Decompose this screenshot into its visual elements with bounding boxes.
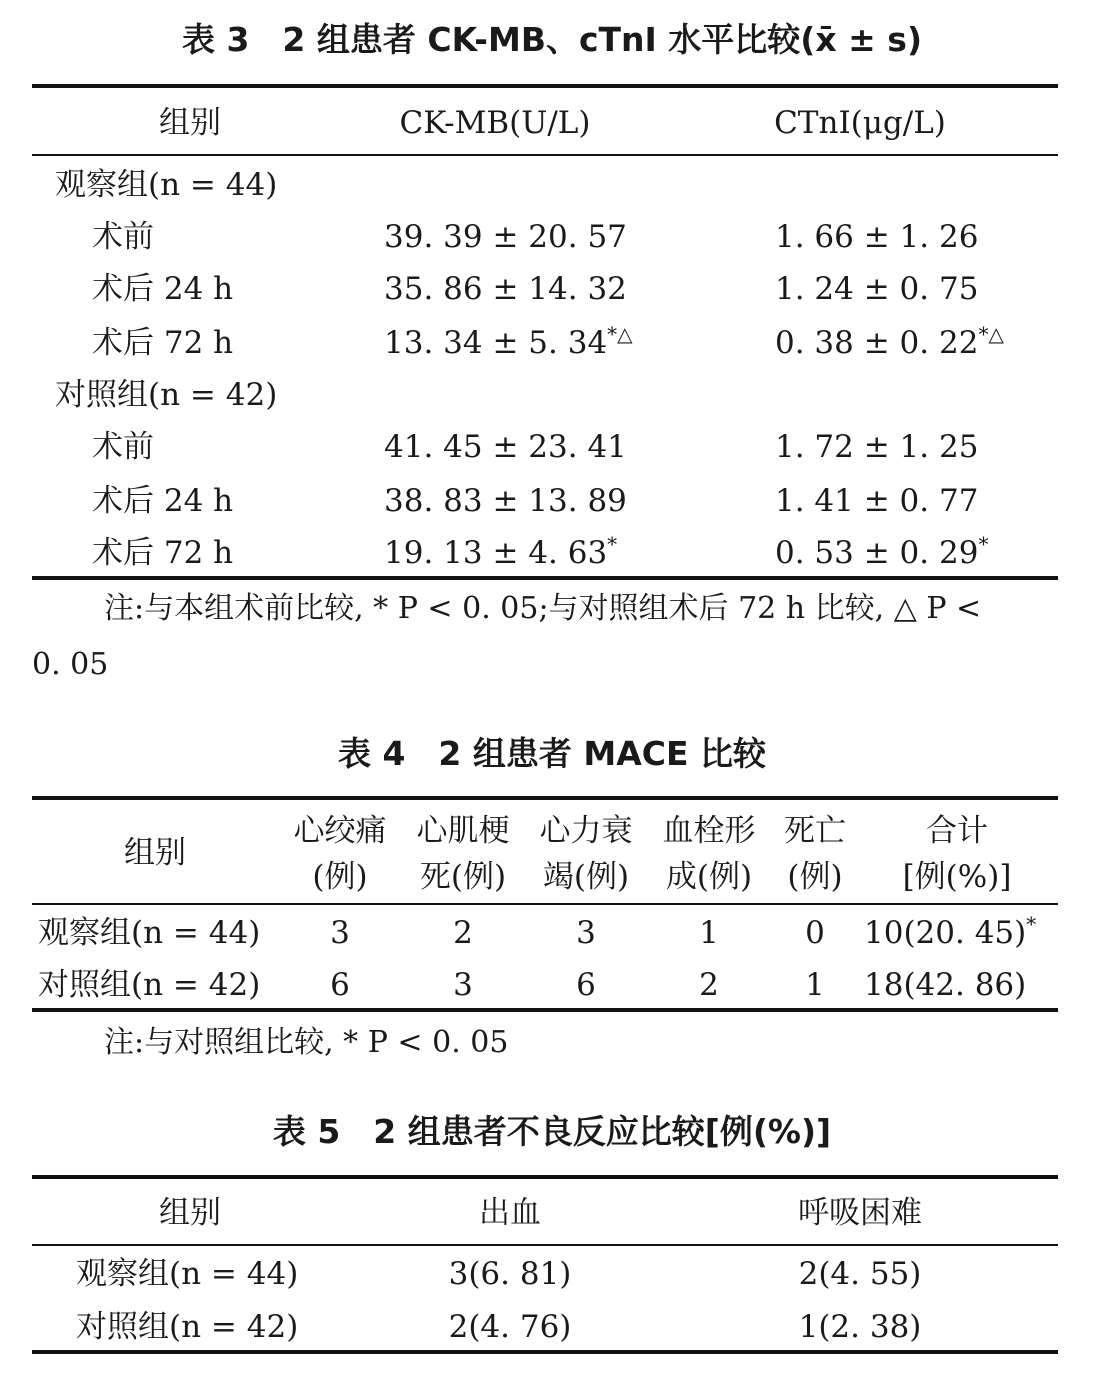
table3-row-label: 术后 24 h xyxy=(92,271,234,307)
table3-row-label: 术前 xyxy=(92,429,154,465)
table4-header: 死亡 xyxy=(784,813,846,849)
table4-header: 竭(例) xyxy=(542,859,630,895)
table4-cell: 3 xyxy=(576,915,596,951)
table3-ctni-value xyxy=(775,534,988,572)
value: 0. 53 ± 0. 29 xyxy=(775,535,979,571)
table4-cell: 3 xyxy=(330,915,350,951)
value: 39. 39 ± 20. 57 xyxy=(384,219,627,255)
value: 1. 66 ± 1. 26 xyxy=(775,219,979,255)
sig-mark: *△ xyxy=(607,322,633,346)
value: 18(42. 86) xyxy=(864,967,1027,1003)
table3-header-rule xyxy=(32,154,1058,156)
table3-header-ckmb: CK-MB(U/L) xyxy=(399,105,591,141)
table5-caption: 表 5 2 组患者不良反应比较[例(%)] xyxy=(272,1112,832,1151)
table3-header-ctni: CTnI(μg/L) xyxy=(774,105,946,141)
table3-ctni-value xyxy=(775,324,1004,362)
table4-row-label: 对照组(n = 42) xyxy=(38,967,261,1003)
table3-row-label: 术后 72 h xyxy=(92,325,234,361)
table4-header: 血栓形 xyxy=(662,813,756,849)
table5-cell: 3(6. 81) xyxy=(448,1256,572,1292)
table4-header: (例) xyxy=(312,859,368,895)
table4-note: 注:与对照组比较, * P < 0. 05 xyxy=(104,1025,509,1060)
table4-cell: 6 xyxy=(330,967,350,1003)
table3-ctni-value xyxy=(775,482,978,520)
table4-row-label: 观察组(n = 44) xyxy=(38,915,261,951)
table5-cell: 2(4. 76) xyxy=(448,1309,572,1345)
table4-cell: 2 xyxy=(453,915,473,951)
value: 1. 41 ± 0. 77 xyxy=(775,483,979,519)
table4-cell: 2 xyxy=(699,967,719,1003)
table4-header: 心力衰 xyxy=(539,813,633,849)
table3-ckmb-value xyxy=(384,482,627,520)
table4-bottom-rule xyxy=(32,1008,1058,1012)
table3-ctni-value xyxy=(775,218,978,256)
table5-row-label: 对照组(n = 42) xyxy=(76,1309,299,1345)
value: 41. 45 ± 23. 41 xyxy=(384,429,627,465)
table4-header: (例) xyxy=(787,859,843,895)
value: 35. 86 ± 14. 32 xyxy=(384,271,627,307)
table3-ckmb-value xyxy=(384,218,627,256)
value: 1. 24 ± 0. 75 xyxy=(775,271,979,307)
table3-ckmb-value xyxy=(384,428,627,466)
sig-mark: *△ xyxy=(978,322,1004,346)
value: 10(20. 45) xyxy=(864,915,1027,951)
table5-cell: 2(4. 55) xyxy=(798,1256,922,1292)
value: 0. 38 ± 0. 22 xyxy=(775,325,979,361)
table3-ckmb-value xyxy=(384,270,627,308)
table3-header-group: 组别 xyxy=(159,105,221,141)
sig-mark: * xyxy=(1026,912,1037,936)
table4-top-rule xyxy=(32,796,1058,800)
table5-header-group: 组别 xyxy=(159,1195,221,1231)
table5-row-label: 观察组(n = 44) xyxy=(76,1256,299,1292)
table5-top-rule xyxy=(32,1175,1058,1179)
table4-header: 心绞痛 xyxy=(293,813,387,849)
value: 1. 72 ± 1. 25 xyxy=(775,429,979,465)
table3-top-rule xyxy=(32,84,1058,88)
table3-note-line1: 注:与本组术前比较, * P < 0. 05;与对照组术后 72 h 比较, △ P < xyxy=(104,591,982,626)
table5-header-dyspnea: 呼吸困难 xyxy=(798,1195,922,1231)
table5-bottom-rule xyxy=(32,1350,1058,1354)
sig-mark: * xyxy=(978,532,989,556)
table3-ctni-value xyxy=(775,428,978,466)
table4-header: 心肌梗 xyxy=(416,813,510,849)
table4-cell: 6 xyxy=(576,967,596,1003)
table3-caption: 表 3 2 组患者 CK-MB、cTnI 水平比较(x̄ ± s) xyxy=(181,20,923,59)
sig-mark: * xyxy=(607,532,618,556)
table3-note-line2: 0. 05 xyxy=(32,647,109,682)
table4-cell: 3 xyxy=(453,967,473,1003)
table3-row-label: 术后 72 h xyxy=(92,535,234,571)
table4-total xyxy=(864,966,1026,1004)
table4-cell: 0 xyxy=(805,915,825,951)
table4-cell: 1 xyxy=(699,915,719,951)
table3-ckmb-value xyxy=(384,534,617,572)
table4-total xyxy=(864,914,1036,952)
value: 13. 34 ± 5. 34 xyxy=(384,325,608,361)
table4-caption: 表 4 2 组患者 MACE 比较 xyxy=(337,734,767,773)
table3-ckmb-value xyxy=(384,324,633,362)
table3-ctni-value xyxy=(775,270,978,308)
table3-row-label: 术前 xyxy=(92,219,154,255)
table4-header: 合计 xyxy=(926,813,988,849)
table4-header: [例(%)] xyxy=(902,859,1012,895)
table4-header-group: 组别 xyxy=(124,835,186,871)
table4-header: 死(例) xyxy=(419,859,507,895)
table3-bottom-rule xyxy=(32,576,1058,580)
table5-cell: 1(2. 38) xyxy=(798,1309,922,1345)
table5-header-bleeding: 出血 xyxy=(479,1195,541,1231)
value: 19. 13 ± 4. 63 xyxy=(384,535,608,571)
table4-cell: 1 xyxy=(805,967,825,1003)
table3-group-label: 对照组(n = 42) xyxy=(55,377,278,413)
table3-group-label: 观察组(n = 44) xyxy=(55,167,278,203)
table4-header: 成(例) xyxy=(665,859,753,895)
value: 38. 83 ± 13. 89 xyxy=(384,483,627,519)
table3-row-label: 术后 24 h xyxy=(92,483,234,519)
table4-header-rule xyxy=(32,903,1058,905)
table5-header-rule xyxy=(32,1244,1058,1246)
